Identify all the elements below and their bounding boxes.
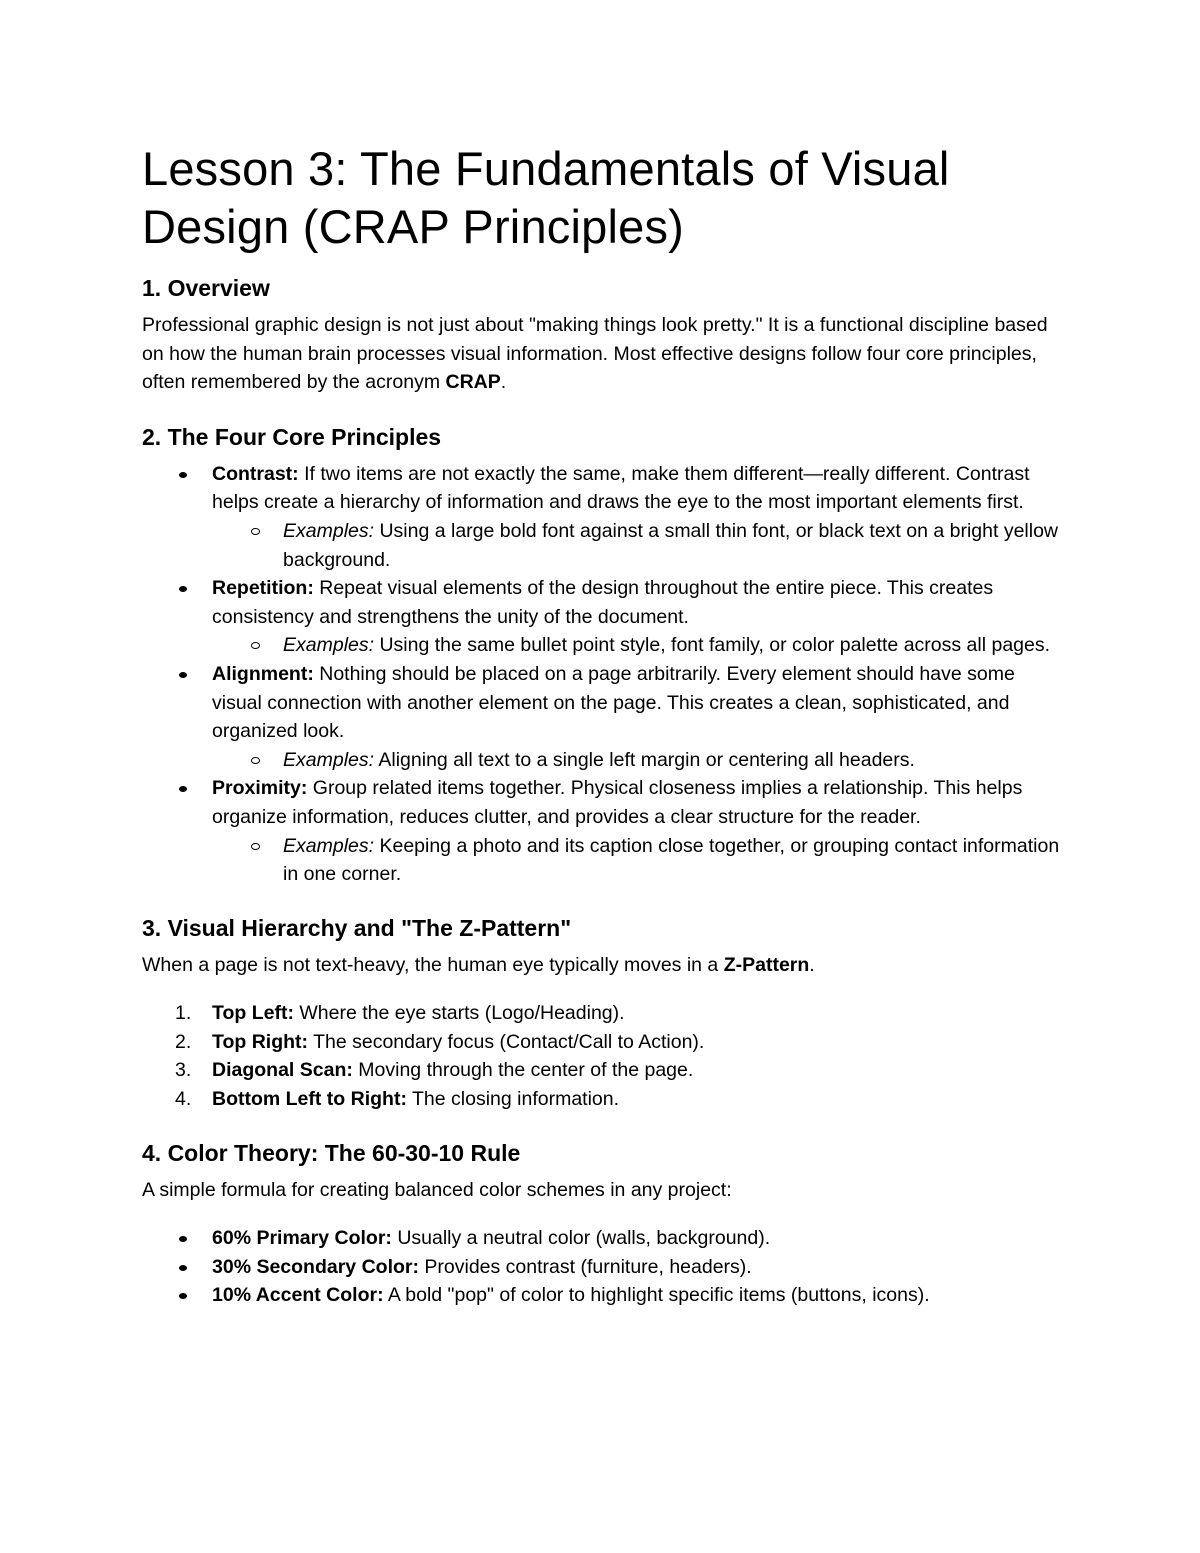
step-text: Where the eye starts (Logo/Heading). xyxy=(293,1002,625,1025)
principle-term: Contrast: xyxy=(212,462,299,485)
step-term: Top Left: xyxy=(212,1002,294,1025)
page-title: Lesson 3: The Fundamentals of Visual Design (CRAP Principles) xyxy=(142,142,950,253)
bullet-circle-icon xyxy=(251,642,260,649)
principle-term: Repetition: xyxy=(212,577,314,600)
step-number: 1. xyxy=(175,1002,192,1025)
list-item xyxy=(142,1085,1060,1114)
example-list xyxy=(212,517,1060,574)
example-list xyxy=(212,631,1060,660)
step-number: 2. xyxy=(175,1030,192,1053)
color-intro: A simple formula for creating balanced color schemes in any project: xyxy=(142,1178,732,1201)
step-number: 4. xyxy=(175,1088,192,1111)
example-text: Keeping a photo and its caption close together, or grouping contact information in one corner. xyxy=(283,834,1060,886)
zpattern-text-end: . xyxy=(809,953,815,976)
list-item xyxy=(212,517,1060,574)
example-label: Examples: xyxy=(283,519,375,542)
list-item xyxy=(142,1281,1060,1310)
principle-text: Group related items together. Physical closeness implies a relationship. This helps organize information, reduces clutter, and provides a clear structure for the reader. xyxy=(212,777,1023,828)
principle-term: Alignment: xyxy=(212,662,314,685)
example-list xyxy=(212,832,1060,889)
list-item xyxy=(212,832,1060,889)
color-text: A bold "pop" of color to highlight specific items (buttons, icons). xyxy=(383,1284,930,1307)
zpattern-steps-list xyxy=(142,999,1060,1113)
step-text: The secondary focus (Contact/Call to Action). xyxy=(308,1030,705,1053)
list-item xyxy=(142,1224,1060,1253)
list-item xyxy=(142,999,1060,1028)
zpattern-paragraph xyxy=(142,951,1060,980)
step-term: Top Right: xyxy=(212,1030,309,1053)
list-item xyxy=(142,574,1060,660)
bullet-circle-icon xyxy=(251,528,260,535)
principle-text: If two items are not exactly the same, make them different—really different. Contrast helps create a hierarchy of information and draws the eye to the most important elements first. xyxy=(212,462,1030,514)
color-term: 10% Accent Color: xyxy=(212,1284,384,1307)
principle-text: Nothing should be placed on a page arbitrarily. Every element should have some visual connection with another element on the page. This creates a clean, sophisticated, and organized look. xyxy=(212,662,1015,743)
overview-text: Professional graphic design is not just about "making things look pretty." It is a functional discipline based on how the human brain processes visual information. Most effective designs follow four core principles, often remembered by the acronym xyxy=(142,314,1048,394)
bullet-dot-icon xyxy=(179,1293,187,1299)
principle-text: Repeat visual elements of the design throughout the entire piece. This creates consistency and strengthens the unity of the document. xyxy=(212,577,994,628)
zpattern-bold: Z-Pattern xyxy=(723,953,810,976)
color-term: 60% Primary Color: xyxy=(212,1227,392,1250)
list-item xyxy=(142,774,1060,888)
overview-paragraph xyxy=(142,311,1060,397)
bullet-circle-icon xyxy=(251,843,260,850)
color-text: Usually a neutral color (walls, background). xyxy=(391,1227,771,1250)
list-item xyxy=(142,460,1060,574)
principles-list xyxy=(142,460,1060,889)
bullet-circle-icon xyxy=(251,757,260,764)
example-text: Using a large bold font against a small thin font, or black text on a bright yellow background. xyxy=(283,519,1059,571)
example-label: Examples: xyxy=(283,834,375,857)
example-label: Examples: xyxy=(283,634,375,657)
bullet-dot-icon xyxy=(179,1236,187,1242)
step-text: Moving through the center of the page. xyxy=(352,1059,694,1082)
bullet-dot-icon xyxy=(179,1265,187,1271)
example-text: Aligning all text to a single left margin or centering all headers. xyxy=(374,748,915,771)
overview-acronym: CRAP xyxy=(445,371,501,394)
list-item xyxy=(142,1028,1060,1057)
list-item xyxy=(142,660,1060,774)
example-list xyxy=(212,746,1060,775)
list-item xyxy=(142,1253,1060,1282)
color-text: Provides contrast (furniture, headers). xyxy=(418,1255,752,1278)
section-heading-principles: 2. The Four Core Principles xyxy=(142,423,442,450)
bullet-dot-icon xyxy=(179,672,187,678)
list-item xyxy=(212,746,1060,775)
section-heading-zpattern: 3. Visual Hierarchy and "The Z-Pattern" xyxy=(142,914,572,941)
bullet-dot-icon xyxy=(179,586,187,592)
example-label: Examples: xyxy=(283,748,375,771)
section-heading-overview: 1. Overview xyxy=(142,275,270,301)
section-heading-color-theory: 4. Color Theory: The 60-30-10 Rule xyxy=(142,1139,521,1166)
color-rule-list xyxy=(142,1224,1060,1310)
step-term: Bottom Left to Right: xyxy=(212,1088,407,1111)
step-number: 3. xyxy=(175,1059,192,1082)
zpattern-text: When a page is not text-heavy, the human eye typically moves in a xyxy=(142,953,724,976)
bullet-dot-icon xyxy=(179,786,187,792)
principle-term: Proximity: xyxy=(212,777,308,800)
example-text: Using the same bullet point style, font family, or color palette across all pages. xyxy=(374,634,1051,657)
step-term: Diagonal Scan: xyxy=(212,1059,353,1082)
bullet-dot-icon xyxy=(179,472,187,478)
step-text: The closing information. xyxy=(406,1088,620,1111)
overview-text-end: . xyxy=(500,371,507,394)
color-term: 30% Secondary Color: xyxy=(212,1255,419,1278)
list-item xyxy=(212,631,1060,660)
list-item xyxy=(142,1056,1060,1085)
